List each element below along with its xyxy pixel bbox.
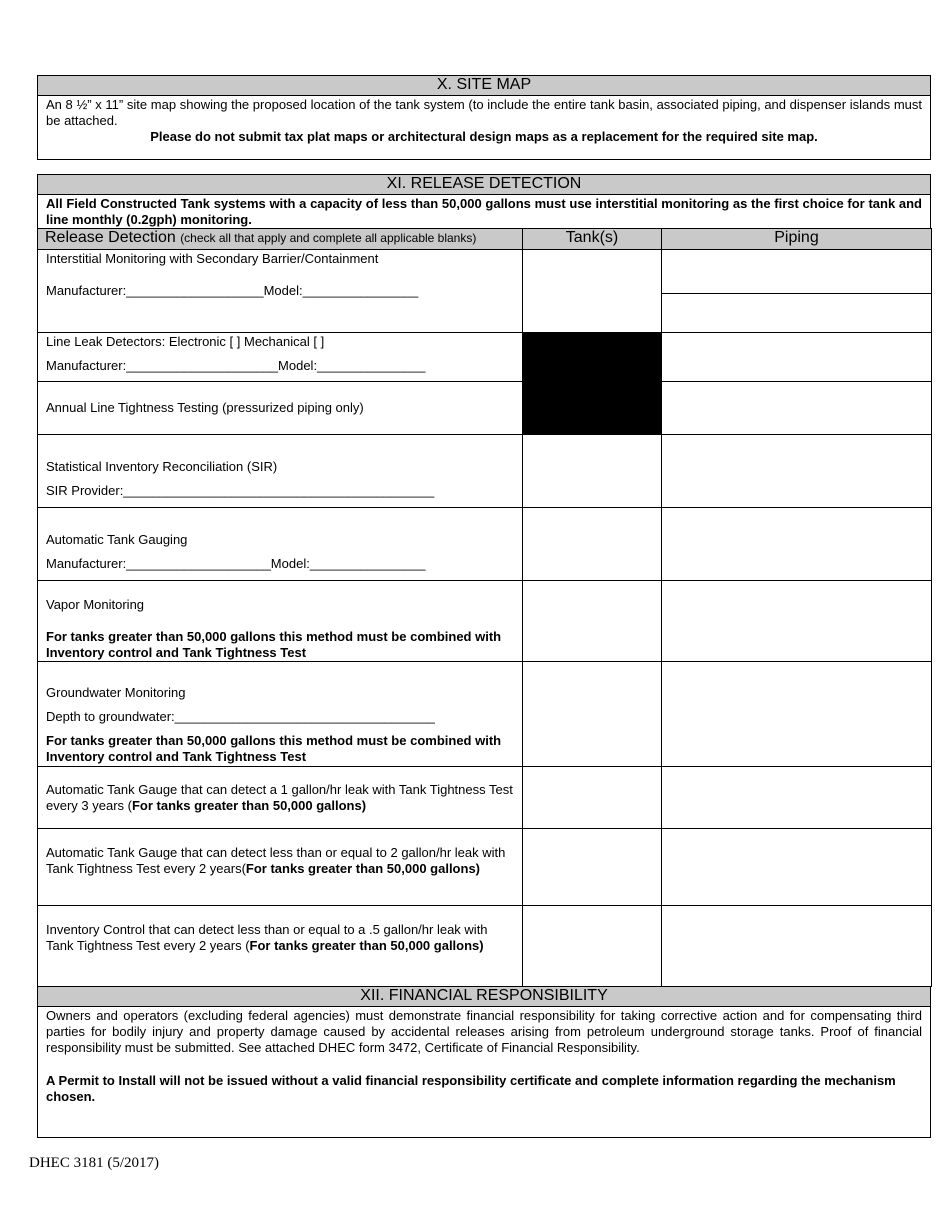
financial-section <box>37 986 931 1138</box>
atg-fields[interactable]: Manufacturer:____________________Model:________________ <box>46 556 426 571</box>
line-leak-label: Line Leak Detectors: Electronic [ ] Mechanical [ ] Manufacturer:_____________________Model:_______________ <box>38 333 523 382</box>
financial-note: A Permit to Install will not be issued without a valid financial responsibility certificate and complete information regarding the mechanism chosen. <box>46 1073 896 1104</box>
atg-piping-cell[interactable] <box>662 508 932 581</box>
atg-1gal-tanks-cell[interactable] <box>523 767 662 829</box>
site-map-section <box>37 75 931 160</box>
atg-1gal-label: Automatic Tank Gauge that can detect a 1 gallon/hr leak with Tank Tightness Test every 3 years (For tanks greater than 50,000 gallons) <box>38 767 523 829</box>
interstitial-piping-cell[interactable] <box>662 250 932 333</box>
table-row-inventory <box>38 906 932 987</box>
table-row-atg <box>38 508 932 581</box>
groundwater-tanks-cell[interactable] <box>523 662 662 767</box>
vapor-tanks-cell[interactable] <box>523 581 662 662</box>
table-row-groundwater <box>38 662 932 767</box>
atg-label: Automatic Tank Gauging Manufacturer:____________________Model:________________ <box>38 508 523 581</box>
line-leak-fields[interactable]: Manufacturer:_____________________Model:_______________ <box>46 358 426 373</box>
table-header-row <box>38 229 932 250</box>
table-row-atg-1gal <box>38 767 932 829</box>
blocked-tanks-cell <box>523 333 662 435</box>
vapor-note: For tanks greater than 50,000 gallons this method must be combined with Inventory control and Tank Tightness Test <box>46 629 502 660</box>
atg-2gal-tanks-cell[interactable] <box>523 829 662 906</box>
groundwater-label: Groundwater Monitoring Depth to groundwater:____________________________________ For tanks greater than 50,000 gallons this method must be combined with Inventory control and Tank Tightness Test <box>38 662 523 767</box>
site-map-text: An 8 ½” x 11” site map showing the proposed location of the tank system (to include the entire tank basin, associated piping, and dispenser islands must be attached. <box>46 97 922 128</box>
groundwater-piping-cell[interactable] <box>662 662 932 767</box>
annual-tightness-label: Annual Line Tightness Testing (pressurized piping only) <box>38 382 523 435</box>
atg-1gal-piping-cell[interactable] <box>662 767 932 829</box>
site-map-title: X. SITE MAP <box>38 76 930 96</box>
vapor-piping-cell[interactable] <box>662 581 932 662</box>
inventory-label: Inventory Control that can detect less than or equal to a .5 gallon/hr leak with Tank Tightness Test every 2 years (For tanks greater than 50,000 gallons) <box>38 906 523 987</box>
release-detection-table <box>37 228 932 987</box>
piping-column-header: Piping <box>662 229 932 250</box>
atg-2gal-label: Automatic Tank Gauge that can detect less than or equal to 2 gallon/hr leak with Tank Tightness Test every 2 years(For tanks greater than 50,000 gallons) <box>38 829 523 906</box>
atg-2gal-piping-cell[interactable] <box>662 829 932 906</box>
table-row-annual-tightness <box>38 382 932 435</box>
release-detection-intro: All Field Constructed Tank systems with a capacity of less than 50,000 gallons must use interstitial monitoring as the first choice for tank and line monthly (0.2gph) monitoring. <box>46 196 922 227</box>
table-row-atg-2gal <box>38 829 932 906</box>
financial-text: Owners and operators (excluding federal agencies) must demonstrate financial responsibility for taking corrective action and for compensating third parties for bodily injury and property damage caused by accidental releases arising from petroleum underground storage tanks. Proof of financial responsibility must be submitted. See attached DHEC form 3472, Certificate of Financial Responsibility. <box>46 1008 922 1055</box>
vapor-label: Vapor Monitoring For tanks greater than 50,000 gallons this method must be combined with Inventory control and Tank Tightness Test <box>38 581 523 662</box>
inventory-piping-cell[interactable] <box>662 906 932 987</box>
form-number: DHEC 3181 (5/2017) <box>29 1155 159 1171</box>
financial-title: XII. FINANCIAL RESPONSIBILITY <box>38 987 930 1007</box>
interstitial-fields[interactable]: Manufacturer:___________________Model:________________ <box>46 283 419 298</box>
site-map-note: Please do not submit tax plat maps or architectural design maps as a replacement for the required site map. <box>150 129 818 144</box>
table-row-vapor <box>38 581 932 662</box>
tanks-column-header: Tank(s) <box>523 229 662 250</box>
table-row-sir <box>38 435 932 508</box>
sir-fields[interactable]: SIR Provider:___________________________________________ <box>46 483 435 498</box>
groundwater-fields[interactable]: Depth to groundwater:____________________________________ <box>46 709 435 724</box>
sir-piping-cell[interactable] <box>662 435 932 508</box>
release-detection-title: XI. RELEASE DETECTION <box>38 175 930 195</box>
release-detection-section <box>37 174 931 229</box>
inventory-tanks-cell[interactable] <box>523 906 662 987</box>
table-row-line-leak <box>38 333 932 382</box>
interstitial-label: Interstitial Monitoring with Secondary Barrier/Containment Manufacturer:___________________Model:________________ <box>38 250 523 333</box>
sir-label: Statistical Inventory Reconciliation (SIR) SIR Provider:___________________________________________ <box>38 435 523 508</box>
atg-tanks-cell[interactable] <box>523 508 662 581</box>
groundwater-note: For tanks greater than 50,000 gallons this method must be combined with Inventory control and Tank Tightness Test <box>46 733 502 764</box>
line-leak-piping-cell[interactable] <box>662 333 932 382</box>
release-detection-column-header: Release Detection (check all that apply and complete all applicable blanks) <box>38 229 523 250</box>
sir-tanks-cell[interactable] <box>523 435 662 508</box>
interstitial-tanks-cell[interactable] <box>523 250 662 333</box>
annual-tightness-piping-cell[interactable] <box>662 382 932 435</box>
table-row-interstitial <box>38 250 932 333</box>
